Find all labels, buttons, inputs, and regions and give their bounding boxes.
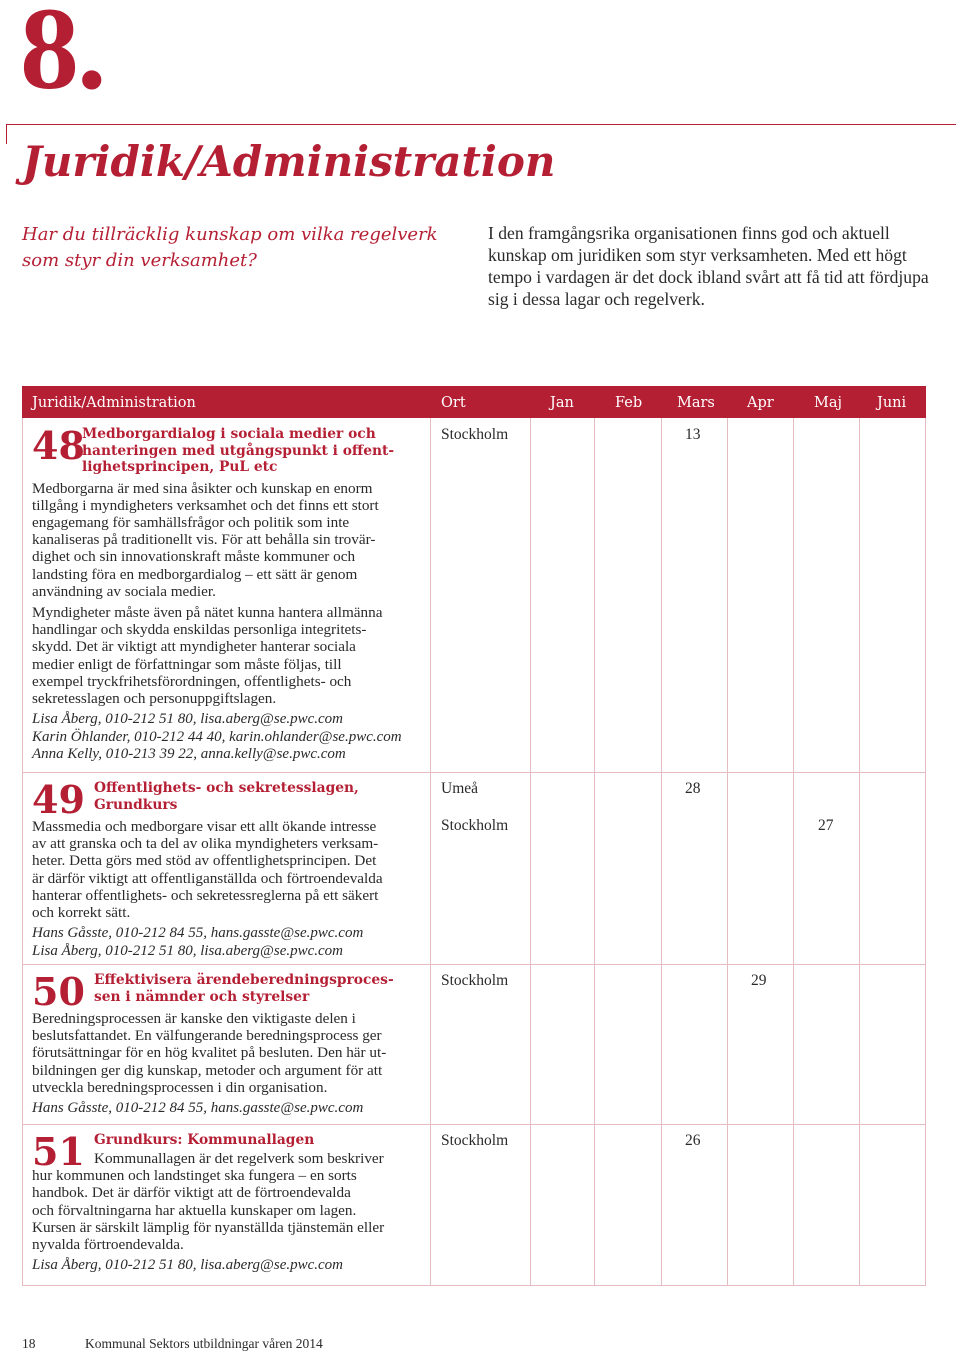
course-title-line: Grundkurs bbox=[94, 796, 178, 813]
description-line: handbok. Det är därför viktigt att de förtroendevalda bbox=[32, 1184, 351, 1202]
course-description bbox=[32, 818, 430, 921]
description-line: Myndigheter måste även på nätet kunna hantera allmänna bbox=[32, 603, 383, 621]
course-title-line: lighetsprincipen, PuL etc bbox=[82, 459, 278, 475]
description-line: hur kommunen och landstinget ska fungera – en sorts bbox=[32, 1167, 357, 1185]
description-paragraph bbox=[32, 818, 430, 921]
description-line: landsting föra en medborgardialog – ett sätt är genom bbox=[32, 565, 358, 583]
contact-line: Hans Gåsste, 010-212 84 55, hans.gasste@se.pwc.com bbox=[32, 925, 364, 942]
chapter-number: 8. bbox=[20, 0, 105, 114]
description-line: beslutsfattandet. En välfungerande beredningsprocess ger bbox=[32, 1027, 382, 1045]
description-line: Beredningsprocessen är kanske den viktigaste delen i bbox=[32, 1010, 356, 1027]
header-maj: Maj bbox=[814, 395, 842, 411]
description-line: kanaliseras på traditionellt vis. För att behålla sin trovär- bbox=[32, 531, 376, 549]
course-title-line: hanteringen med utgångspunkt i offent- bbox=[82, 442, 395, 459]
header-apr: Apr bbox=[747, 395, 774, 411]
header-juni: Juni bbox=[877, 395, 907, 411]
row-divider bbox=[22, 1124, 926, 1125]
column-divider bbox=[793, 418, 794, 1286]
course-title bbox=[94, 972, 430, 1006]
course-number: 51 bbox=[32, 1129, 85, 1174]
course-contacts bbox=[32, 1257, 430, 1274]
footer-page-number: 18 bbox=[22, 1336, 36, 1351]
course-title bbox=[82, 426, 430, 476]
column-divider bbox=[530, 418, 531, 1286]
course-title bbox=[94, 780, 430, 814]
course-description bbox=[32, 1010, 430, 1096]
description-line: av att granska och ta del av olika myndigheters verksam- bbox=[32, 835, 379, 853]
description-line: och korrekt sätt. bbox=[32, 904, 131, 922]
column-divider bbox=[661, 418, 662, 1286]
column-divider bbox=[430, 418, 431, 1286]
header-jan: Jan bbox=[550, 395, 574, 411]
description-line: skydd. Det är viktigt att myndigheter hanterar sociala bbox=[32, 638, 356, 656]
description-line: nyvalda förtroendevalda. bbox=[32, 1236, 184, 1254]
description-line: är därför viktigt att offentliganställda och förtroendevalda bbox=[32, 869, 383, 887]
table-header bbox=[22, 386, 926, 418]
description-line: handlingar och skydda enskildas personliga integritets- bbox=[32, 621, 367, 639]
description-line: dighet och sin innovationskraft måste kommuner och bbox=[32, 548, 356, 566]
description-line: medier enligt de författningar som måste följas, till bbox=[32, 655, 342, 673]
description-line: Kursen är särskilt lämplig för nyanställda tjänstemän eller bbox=[32, 1218, 385, 1236]
course-title-line: Effektivisera ärendeberedningsproces- bbox=[94, 972, 394, 988]
header-feb: Feb bbox=[615, 395, 643, 411]
course-description bbox=[32, 480, 430, 708]
table-border-right bbox=[925, 418, 926, 1286]
description-line: tillgång i myndigheters verksamhet och det finns ett stort bbox=[32, 496, 379, 514]
contact-line: Lisa Åberg, 010-212 51 80, lisa.aberg@se.pwc.com bbox=[32, 1257, 344, 1274]
course-contacts bbox=[32, 711, 430, 763]
course-contacts bbox=[32, 1100, 430, 1117]
session-location: Stockholm bbox=[441, 817, 509, 834]
session-location: Stockholm bbox=[441, 426, 509, 443]
course-row bbox=[32, 969, 430, 1117]
description-line: bildningen ger dig kunskap, metoder och argument för att bbox=[32, 1061, 383, 1079]
description-paragraph bbox=[32, 480, 430, 600]
contact-line: Anna Kelly, 010-213 39 22, anna.kelly@se.pwc.com bbox=[32, 745, 346, 762]
description-paragraph bbox=[32, 1010, 430, 1096]
description-line: Kommunallagen är det regelverk som beskriver bbox=[94, 1150, 384, 1167]
session-location: Umeå bbox=[441, 780, 479, 797]
course-title-line: Medborgardialog i sociala medier och bbox=[82, 426, 376, 442]
course-number: 49 bbox=[32, 777, 85, 822]
header-ort: Ort bbox=[441, 395, 466, 411]
footer-publication: Kommunal Sektors utbildningar våren 2014 bbox=[85, 1336, 323, 1351]
chapter-title: Juridik/Administration bbox=[22, 137, 556, 186]
table-border-left bbox=[22, 418, 23, 1286]
description-line: sekretesslagen och personuppgiftslagen. bbox=[32, 689, 277, 707]
course-title-line: Grundkurs: Kommunallagen bbox=[94, 1132, 315, 1148]
description-line: hanterar offentlighets- och sekretessreglerna på ett säkert bbox=[32, 886, 379, 904]
row-divider bbox=[22, 772, 926, 773]
description-line: heter. Detta görs med stöd av offentlighetsprincipen. Det bbox=[32, 852, 377, 870]
description-paragraph bbox=[32, 604, 430, 707]
contact-line: Lisa Åberg, 010-212 51 80, lisa.aberg@se.pwc.com bbox=[32, 942, 344, 959]
description-line: användning av sociala medier. bbox=[32, 582, 216, 600]
session-location: Stockholm bbox=[441, 972, 509, 989]
description-line: förutsättningar för en hög kvalitet på besluten. Den här ut- bbox=[32, 1044, 387, 1062]
intro-question: Har du tillräcklig kunskap om vilka regelverk som styr din verksamhet? bbox=[22, 224, 438, 271]
description-line: exempel tryckfrihetsförordningen, offentlighets- och bbox=[32, 672, 352, 690]
column-divider bbox=[594, 418, 595, 1286]
description-line: engagemang för samhällsfrågor och politik som inte bbox=[32, 513, 350, 531]
session-location: Stockholm bbox=[441, 1132, 509, 1149]
contact-line: Hans Gåsste, 010-212 84 55, hans.gasste@se.pwc.com bbox=[32, 1100, 364, 1117]
column-divider bbox=[859, 418, 860, 1286]
intro-text: I den framgångsrika organisationen finns god och aktuell kunskap om juridiken som styr verksamheten. Med ett högt tempo i vardagen är det dock ibland svårt att få tid att fördjupa sig i dessa lagar och regelverk. bbox=[488, 223, 929, 309]
row-divider bbox=[22, 964, 926, 965]
session-date: 28 bbox=[685, 780, 701, 797]
course-number: 50 bbox=[32, 969, 85, 1014]
row-divider bbox=[22, 1285, 926, 1286]
session-date: 13 bbox=[685, 426, 701, 443]
description-line: utveckla beredningsprocessen i din organisation. bbox=[32, 1078, 328, 1096]
course-number: 48 bbox=[32, 423, 85, 468]
session-date: 26 bbox=[685, 1132, 701, 1149]
course-title-line: sen i nämnder och styrelser bbox=[94, 988, 310, 1005]
course-contacts bbox=[32, 925, 430, 960]
contact-line: Karin Öhlander, 010-212 44 40, karin.ohlander@se.pwc.com bbox=[32, 728, 402, 745]
header-rule-tick bbox=[6, 124, 7, 144]
header-course: Juridik/Administration bbox=[32, 395, 196, 411]
course-table bbox=[22, 386, 926, 1286]
course-description bbox=[32, 1150, 430, 1253]
header-rule bbox=[6, 124, 956, 125]
description-paragraph bbox=[32, 1150, 430, 1253]
session-date: 29 bbox=[751, 972, 767, 989]
course-title-line: Offentlighets- och sekretesslagen, bbox=[94, 780, 359, 796]
contact-line: Lisa Åberg, 010-212 51 80, lisa.aberg@se.pwc.com bbox=[32, 711, 344, 728]
course-row bbox=[32, 1129, 430, 1275]
session-date: 27 bbox=[818, 817, 834, 834]
description-line: och förvaltningarna har aktuella kunskaper om lagen. bbox=[32, 1201, 357, 1219]
course-row bbox=[32, 423, 430, 763]
course-row bbox=[32, 777, 430, 960]
description-line: Medborgarna är med sina åsikter och kunskap en enorm bbox=[32, 479, 373, 497]
header-mars: Mars bbox=[677, 395, 715, 411]
column-divider bbox=[727, 418, 728, 1286]
description-line: Massmedia och medborgare visar ett allt ökande intresse bbox=[32, 818, 377, 835]
